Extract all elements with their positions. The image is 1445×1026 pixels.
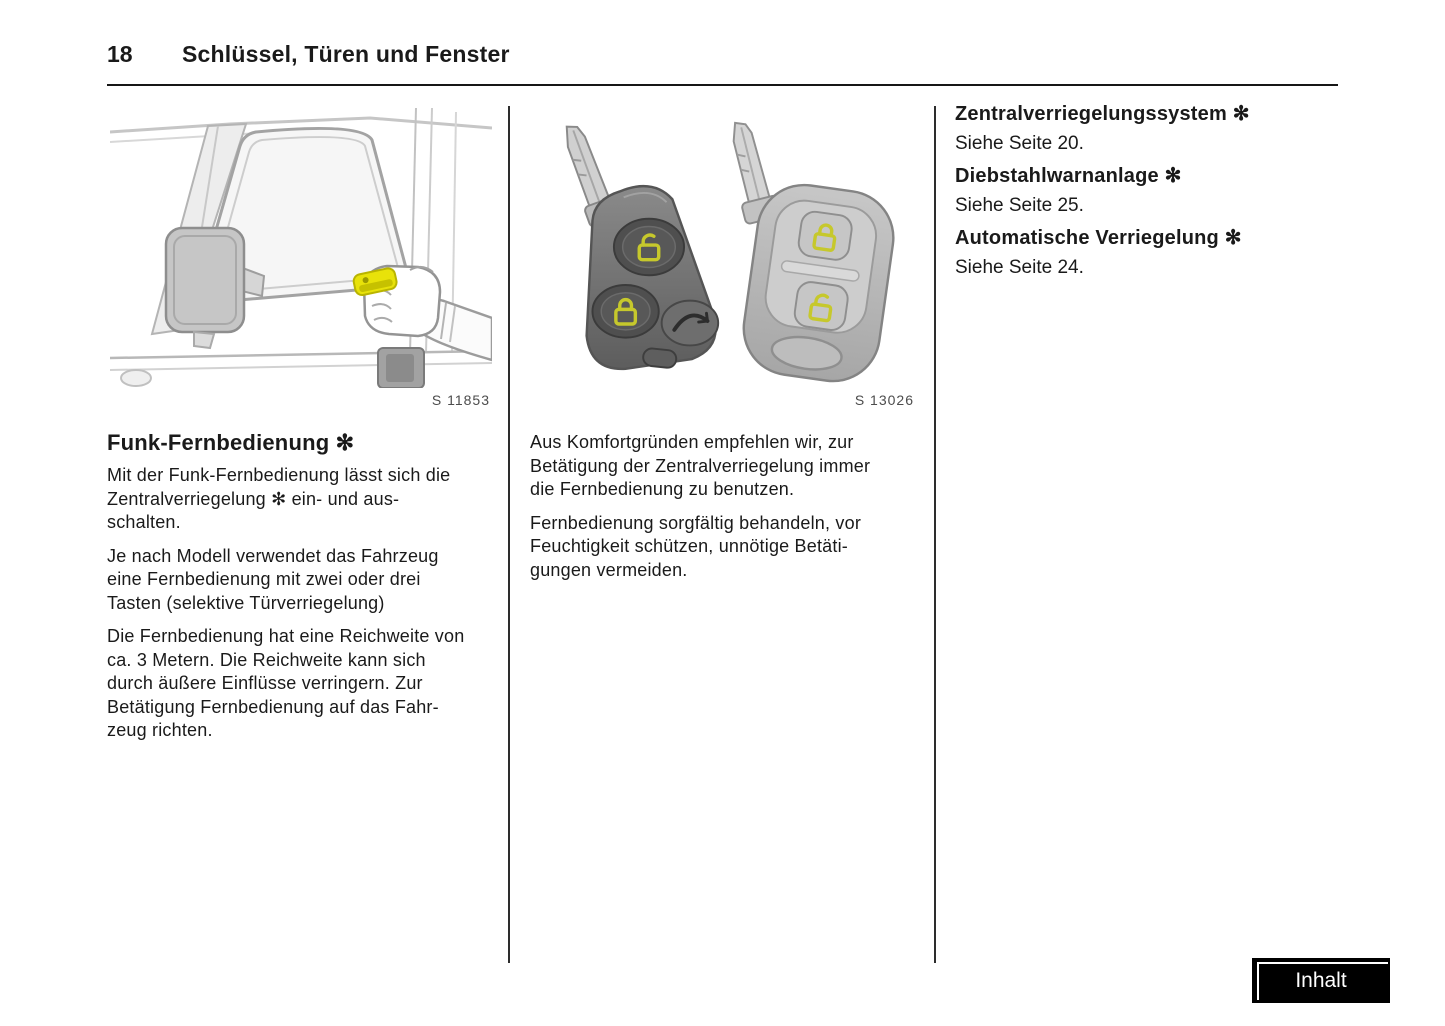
remote-keys-illustration <box>534 106 916 388</box>
cross-reference-item <box>955 100 1338 158</box>
ref-title: Diebstahlwarnanlage ✻ <box>955 165 1182 187</box>
ref-page: Siehe Seite 24. <box>955 257 1084 278</box>
figure-door-remote <box>110 106 492 408</box>
ref-title: Automatische Verriegelung ✻ <box>955 227 1242 249</box>
page-number: 18 <box>107 41 133 67</box>
paragraph: Die Fernbedienung hat eine Reichweite von ca. 3 Metern. Die Reichweite kann sich durch äußere Einflüsse verringern. Zur Betätigung Fernbedienung auf das Fahr- zeug richten. <box>107 626 465 740</box>
remote-fob-two-button <box>738 179 900 387</box>
side-mirror <box>166 228 244 332</box>
middle-column <box>530 431 930 592</box>
left-column <box>107 430 499 753</box>
figure-caption: S 13026 <box>854 392 914 408</box>
fob-led-window <box>642 348 677 369</box>
paragraph: Je nach Modell verwendet das Fahrzeug eine Fernbedienung mit zwei oder drei Tasten (selektive Türverriegelung) <box>107 545 439 613</box>
column-divider-right <box>934 106 936 963</box>
cross-reference-item <box>955 224 1338 282</box>
van-door-remote-illustration <box>110 106 492 388</box>
hand-with-remote <box>352 266 492 360</box>
right-column <box>955 100 1338 286</box>
paragraph: Fernbedienung sorgfältig behandeln, vor Feuchtigkeit schützen, unnötige Betäti- gungen vermeiden. <box>530 512 862 580</box>
column-divider-left <box>508 106 510 963</box>
chapter-title: Schlüssel, Türen und Fenster <box>182 41 510 67</box>
paragraph: Aus Komfortgründen empfehlen wir, zur Betätigung der Zentralverriegelung immer die Fernbedienung zu benutzen. <box>530 432 871 499</box>
ref-page: Siehe Seite 20. <box>955 133 1084 154</box>
paragraph: Mit der Funk-Fernbedienung lässt sich die Zentralverriegelung ✻ ein- und aus- schalten. <box>107 465 451 532</box>
door-handle-recess <box>121 370 151 386</box>
inhalt-button[interactable]: Inhalt <box>1252 958 1390 1003</box>
remote-fob-three-button <box>587 186 719 369</box>
cross-reference-item <box>955 162 1338 220</box>
header-rule <box>107 84 1338 86</box>
figure-caption: S 11853 <box>431 392 490 408</box>
ref-title: Zentralverriegelungssystem ✻ <box>955 103 1250 125</box>
section-heading: Funk-Fernbedienung ✻ <box>107 430 355 455</box>
figure-remote-keys <box>534 106 916 408</box>
ref-page: Siehe Seite 25. <box>955 195 1084 216</box>
